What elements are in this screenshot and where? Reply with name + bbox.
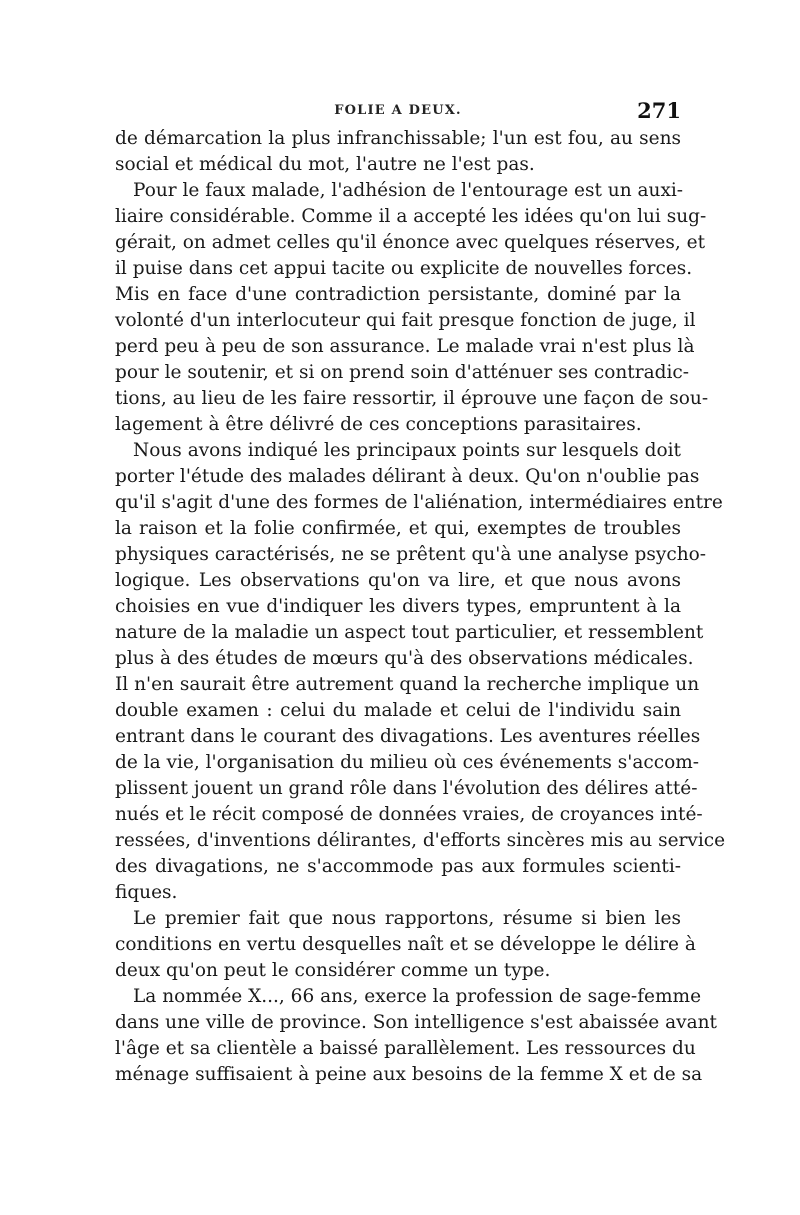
text-line: Il n'en saurait être autrement quand la recherche implique un [115, 674, 700, 695]
text-line: porter l'étude des malades délirant à deux. Qu'on n'oublie pas [115, 466, 700, 487]
text-line: Le premier fait que nous rapportons, résume si bien les [133, 908, 681, 929]
text-line: de la vie, l'organisation du milieu où ces événements s'accom- [115, 752, 700, 773]
text-line: tions, au lieu de les faire ressortir, il éprouve une façon de sou- [115, 388, 709, 409]
text-line: double examen : celui du malade et celui de l'individu sain [115, 700, 681, 721]
text-line: Mis en face d'une contradiction persistante, dominé par la [115, 284, 681, 305]
text-line: de démarcation la plus infranchissable; l'un est fou, au sens [115, 128, 681, 149]
text-line: dans une ville de province. Son intelligence s'est abaissée avant [115, 1012, 717, 1033]
text-line: plus à des études de mœurs qu'à des observations médicales. [115, 648, 694, 669]
text-line: ressées, d'inventions délirantes, d'efforts sincères mis au service [115, 830, 726, 851]
text-line: l'âge et sa clientèle a baissé parallèlement. Les ressources du [115, 1038, 696, 1059]
page-number: 271 [637, 98, 681, 123]
text-line: nature de la maladie un aspect tout particulier, et ressemblent [115, 622, 704, 643]
text-line: physiques caractérisés, ne se prêtent qu'à une analyse psycho- [115, 544, 707, 565]
text-line: fiques. [115, 882, 178, 903]
text-line: social et médical du mot, l'autre ne l'est pas. [115, 154, 535, 175]
text-line: logique. Les observations qu'on va lire, et que nous avons [115, 570, 681, 591]
text-line: deux qu'on peut le considérer comme un type. [115, 960, 551, 981]
text-line: liaire considérable. Comme il a accepté les idées qu'on lui sug- [115, 206, 707, 227]
text-line: nués et le récit composé de données vraies, de croyances inté- [115, 804, 703, 825]
text-line: la raison et la folie confirmée, et qui, exemptes de troubles [115, 518, 681, 539]
text-line: conditions en vertu desquelles naît et se développe le délire à [115, 934, 696, 955]
text-line: pour le soutenir, et si on prend soin d'atténuer ses contradic- [115, 362, 689, 383]
running-head [115, 100, 681, 124]
text-line: La nommée X..., 66 ans, exerce la profession de sage-femme [133, 986, 702, 1007]
text-line: il puise dans cet appui tacite ou explicite de nouvelles forces. [115, 258, 693, 279]
text-line: des divagations, ne s'accommode pas aux formules scienti- [115, 856, 681, 877]
text-line: gérait, on admet celles qu'il énonce avec quelques réserves, et [115, 232, 706, 253]
text-line: perd peu à peu de son assurance. Le malade vrai n'est plus là [115, 336, 695, 357]
text-line: ménage suffisaient à peine aux besoins de la femme X et de sa [115, 1064, 703, 1085]
text-line: volonté d'un interlocuteur qui fait presque fonction de juge, il [115, 310, 696, 331]
text-line: choisies en vue d'indiquer les divers types, empruntent à la [115, 596, 681, 617]
text-line: Nous avons indiqué les principaux points sur lesquels doit [133, 440, 681, 461]
text-line: Pour le faux malade, l'adhésion de l'entourage est un auxi- [133, 180, 684, 201]
body-text [115, 126, 726, 1088]
text-line: qu'il s'agit d'une des formes de l'aliénation, intermédiaires entre [115, 492, 723, 513]
running-title: FOLIE A DEUX. [334, 103, 462, 118]
text-line: plissent jouent un grand rôle dans l'évolution des délires atté- [115, 778, 698, 799]
text-line: lagement à être délivré de ces conceptions parasitaires. [115, 414, 642, 435]
text-line: entrant dans le courant des divagations. Les aventures réelles [115, 726, 701, 747]
